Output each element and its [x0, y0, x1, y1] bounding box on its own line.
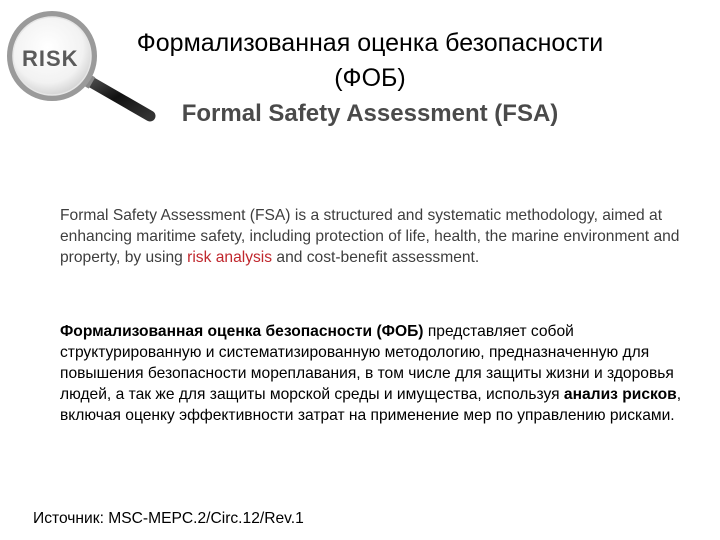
russian-term: Формализованная оценка безопасности (ФОБ) [60, 323, 424, 340]
english-risk-term: risk analysis [187, 249, 273, 266]
title-ru-line2: (ФОБ) [334, 64, 406, 92]
english-term: Formal Safety Assessment (FSA) [60, 207, 291, 224]
russian-text-part1: представляет собой структурированную и систематизированную методологию, предназначенную для повышения безопасности мореплавания, в том числе для защиты жизни и здоровья людей, а так же для защиты морской среды и имущества, используя [60, 323, 674, 403]
russian-definition [60, 321, 695, 426]
source-citation: Источник: MSC-MEPC.2/Circ.12/Rev.1 [33, 510, 304, 527]
russian-text-part2: , включая оценку эффективности затрат на применение мер по управлению рисками. [60, 386, 682, 424]
english-text-part1: is a structured and systematic methodology, aimed at enhancing maritime safety, including protection of life, health, the marine environment and property, by using [60, 207, 680, 266]
title-en-line: Formal Safety Assessment (FSA) [181, 100, 559, 127]
english-definition [60, 205, 690, 268]
slide-title [70, 26, 670, 131]
english-text-part2: and cost-benefit assessment. [272, 249, 480, 266]
russian-risk-term: анализ рисков [563, 386, 677, 403]
logo-label: RISK [22, 46, 79, 71]
title-ru-line1: Формализованная оценка безопасности [136, 29, 604, 57]
